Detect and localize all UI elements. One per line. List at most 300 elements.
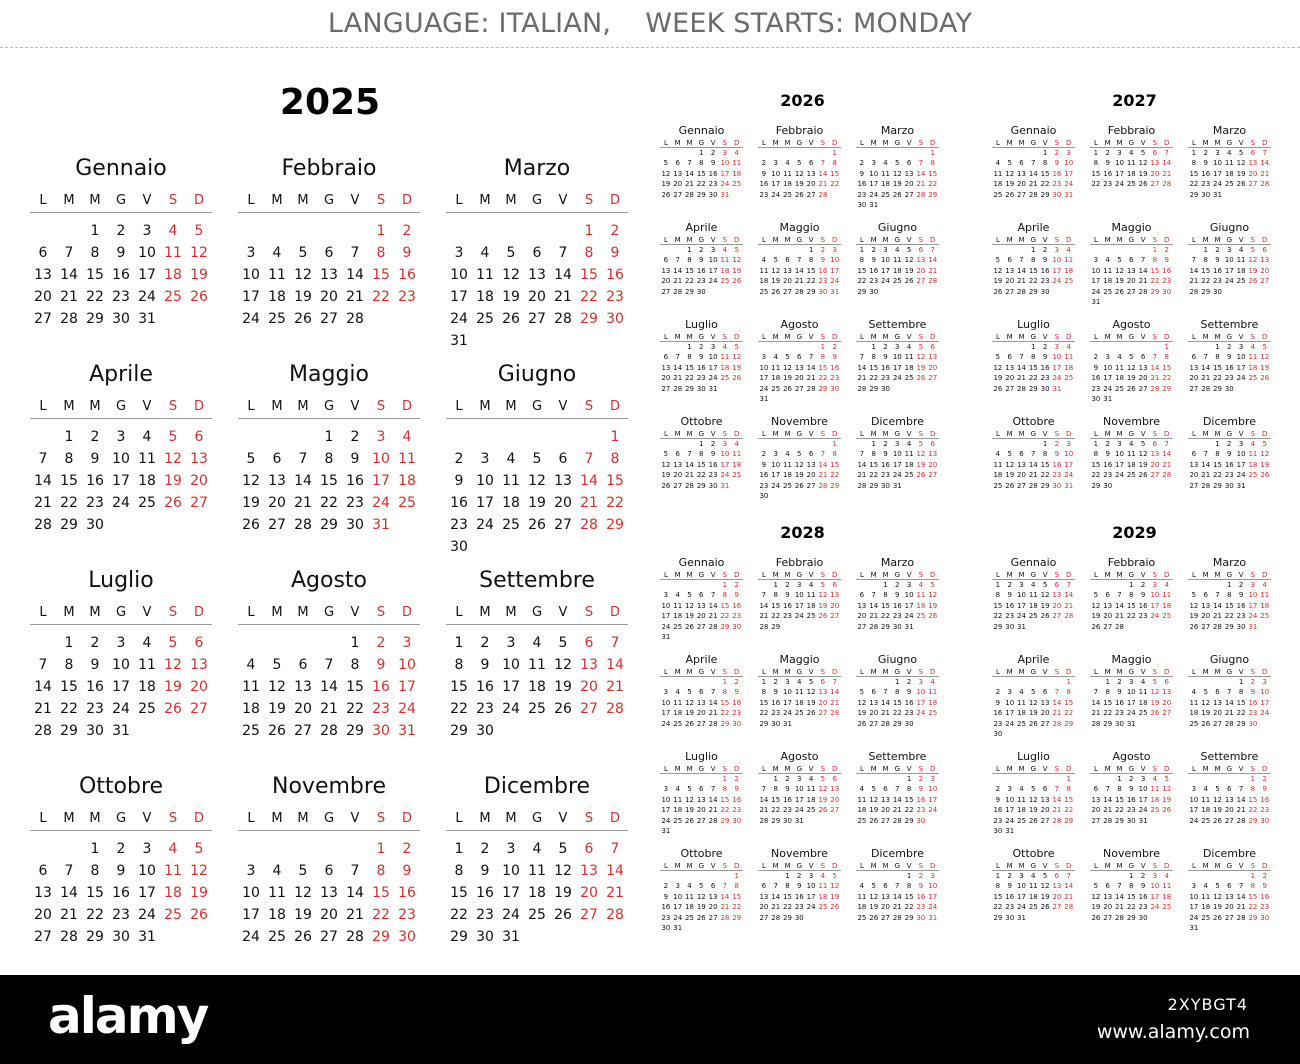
weekday-header: M — [1202, 333, 1209, 341]
day-cell: 8 — [64, 657, 74, 673]
weekday-header: V — [808, 236, 814, 244]
day-cell: 25 — [783, 481, 792, 490]
day-cell: 14 — [794, 266, 804, 275]
weekday-header: G — [894, 236, 900, 244]
weekday-header: L — [663, 668, 668, 676]
day-cell: 13 — [928, 450, 938, 459]
weekday-header: M — [1116, 571, 1123, 579]
day-cell: 24 — [1091, 287, 1101, 296]
day-cell: 9 — [480, 863, 490, 879]
day-cell: 26 — [1040, 612, 1050, 621]
day-cell: 31 — [1138, 816, 1148, 825]
day-cell: 1 — [722, 775, 728, 783]
day-cell: 24 — [708, 374, 718, 383]
day-cell: 8 — [1031, 256, 1036, 265]
day-cell: 28 — [606, 907, 624, 923]
day-cell: 1 — [687, 246, 692, 254]
day-cell: 3 — [246, 863, 256, 879]
day-cell: 28 — [1162, 180, 1172, 189]
month-novembre-2029 — [1090, 813, 1173, 922]
day-cell: 18 — [794, 698, 804, 707]
weekday-header: V — [1238, 668, 1244, 676]
day-cell: 20 — [268, 495, 286, 511]
weekday-header: V — [906, 862, 912, 870]
day-cell: 28 — [771, 913, 781, 922]
day-cell: 8 — [1042, 450, 1048, 459]
day-cell: 18 — [1017, 709, 1026, 718]
weekday-header: G — [115, 811, 127, 826]
weekday-header: G — [796, 571, 802, 579]
weekday-header: S — [722, 236, 728, 244]
day-cell: 26 — [1115, 287, 1124, 296]
day-cell: 24 — [708, 277, 718, 286]
day-cell: 3 — [883, 246, 888, 254]
month-name: Ottobre — [1012, 415, 1055, 428]
day-cell: 22 — [1091, 180, 1101, 189]
day-cell: 11 — [892, 256, 902, 265]
day-cell: 14 — [892, 892, 902, 901]
day-cell: 11 — [794, 688, 804, 697]
day-cell: 28 — [794, 287, 804, 296]
weekday-header: G — [1226, 765, 1232, 773]
day-cell: 28 — [708, 719, 718, 728]
weekday-header: L — [995, 333, 1000, 341]
weekday-header: V — [1238, 765, 1244, 773]
day-cell: 8 — [1164, 353, 1169, 362]
day-cell: 4 — [1238, 246, 1244, 254]
day-cell: 18 — [904, 363, 914, 372]
day-cell: 16 — [346, 473, 364, 489]
day-cell: 7 — [1019, 256, 1024, 265]
day-cell: 3 — [506, 635, 516, 651]
day-cell: 7 — [1140, 256, 1146, 265]
weekday-header: G — [894, 139, 900, 147]
day-cell: 18 — [268, 907, 286, 923]
day-cell: 7 — [1203, 353, 1208, 362]
day-cell: 7 — [773, 882, 778, 891]
day-cell: 20 — [696, 709, 706, 718]
day-cell: 16 — [476, 885, 494, 901]
weekday-header: L — [1093, 139, 1098, 147]
weekday-header: M — [63, 399, 75, 414]
day-cell: 26 — [732, 374, 742, 383]
weekday-header: L — [761, 571, 766, 579]
day-cell: 2 — [402, 223, 412, 239]
day-cell: 13 — [34, 885, 52, 901]
day-cell: 6 — [1019, 450, 1024, 459]
day-cell: 8 — [773, 785, 778, 794]
day-cell: 30 — [1040, 287, 1050, 296]
day-cell: 25 — [1162, 903, 1172, 912]
day-cell: 20 — [580, 679, 598, 695]
day-cell: 31 — [892, 481, 902, 490]
weekday-header: G — [796, 333, 802, 341]
day-cell: 2 — [454, 451, 464, 467]
weekday-header: M — [772, 139, 779, 147]
day-cell: 15 — [881, 601, 890, 610]
day-cell: 14 — [759, 795, 769, 804]
month-gennaio-2027 — [992, 90, 1075, 199]
day-cell: 6 — [1250, 149, 1256, 157]
day-cell: 8 — [376, 863, 386, 879]
weekday-header: L — [1191, 571, 1196, 579]
day-cell: 22 — [771, 806, 781, 815]
month-gennaio-2025 — [30, 82, 212, 327]
day-cell: 15 — [783, 892, 792, 901]
day-cell: 6 — [883, 882, 888, 891]
day-cell: 1 — [64, 429, 74, 445]
weekday-header: L — [859, 236, 864, 244]
weekday-header: D — [930, 765, 936, 773]
day-cell: 23 — [1126, 806, 1136, 815]
day-cell: 14 — [580, 473, 598, 489]
month-aprile-2026 — [660, 187, 743, 296]
weekday-header: S — [1054, 430, 1060, 438]
day-cell: 28 — [1138, 287, 1148, 296]
day-cell: 3 — [402, 635, 412, 651]
day-cell: 30 — [916, 913, 926, 922]
day-cell: 7 — [1164, 149, 1169, 157]
day-cell: 3 — [1054, 246, 1060, 254]
day-cell: 26 — [685, 719, 694, 728]
day-cell: 20 — [818, 698, 828, 707]
day-cell: 17 — [673, 903, 683, 912]
day-cell: 22 — [830, 471, 840, 480]
day-cell: 14 — [830, 688, 840, 697]
day-cell: 30 — [86, 517, 104, 533]
day-cell: 14 — [708, 698, 718, 707]
day-cell: 15 — [86, 267, 104, 283]
day-cell: 9 — [1042, 353, 1048, 362]
month-name: Maggio — [1111, 653, 1152, 666]
day-cell: 19 — [1236, 169, 1246, 178]
day-cell: 28 — [892, 913, 902, 922]
weekday-header: M — [772, 862, 779, 870]
day-cell: 3 — [1093, 256, 1099, 265]
day-cell: 28 — [60, 929, 78, 945]
weekday-header: M — [1018, 862, 1025, 870]
day-cell: 27 — [580, 701, 598, 717]
month-novembre-2026 — [758, 381, 841, 500]
day-cell: 1 — [808, 246, 814, 254]
day-cell: 28 — [1236, 913, 1246, 922]
day-cell: 9 — [454, 473, 464, 489]
day-cell: 17 — [916, 698, 926, 707]
weekday-header: V — [1042, 668, 1048, 676]
weekday-header: M — [505, 811, 517, 826]
weekday-header: V — [808, 430, 814, 438]
day-cell: 5 — [1007, 159, 1012, 168]
day-cell: 13 — [673, 460, 683, 469]
day-cell: 8 — [906, 882, 912, 891]
weekday-header: M — [1018, 571, 1025, 579]
day-cell: 2 — [832, 343, 837, 351]
day-cell: 18 — [398, 473, 416, 489]
day-cell: 3 — [663, 688, 669, 697]
day-cell: 22 — [759, 709, 769, 718]
day-cell: 29 — [869, 481, 879, 490]
day-cell: 12 — [554, 657, 572, 673]
day-cell: 30 — [732, 622, 742, 631]
weekday-header: M — [870, 862, 877, 870]
day-cell: 19 — [783, 374, 792, 383]
month-giugno-2029 — [1188, 619, 1271, 728]
weekday-header: S — [584, 811, 594, 826]
day-cell: 12 — [1028, 698, 1038, 707]
day-cell: 21 — [1162, 460, 1172, 469]
weekday-header: L — [859, 139, 864, 147]
day-cell: 7 — [1203, 450, 1208, 459]
day-cell: 11 — [1248, 450, 1258, 459]
day-cell: 28 — [346, 311, 364, 327]
day-cell: 3 — [1019, 872, 1024, 880]
day-cell: 15 — [1126, 892, 1136, 901]
day-cell: 2 — [761, 159, 767, 168]
day-cell: 23 — [1040, 374, 1050, 383]
day-cell: 31 — [708, 384, 718, 393]
weekday-header: V — [808, 333, 814, 341]
day-cell: 27 — [1005, 287, 1015, 296]
month-name: Aprile — [1017, 221, 1050, 234]
day-cell: 18 — [1201, 806, 1211, 815]
year-calendar-2026 — [660, 90, 945, 538]
day-cell: 12 — [993, 363, 1003, 372]
month-dicembre-2028 — [856, 813, 939, 922]
day-cell: 30 — [696, 384, 706, 393]
month-novembre-2027 — [1090, 381, 1173, 490]
day-cell: 4 — [675, 688, 680, 697]
day-cell: 10 — [881, 256, 890, 265]
weekday-header: G — [698, 333, 704, 341]
day-cell: 25 — [268, 311, 286, 327]
day-cell: 11 — [1028, 882, 1038, 891]
weekday-header: G — [698, 765, 704, 773]
day-cell: 9 — [710, 450, 716, 459]
weekday-header: G — [1128, 765, 1134, 773]
month-name: Maggio — [779, 221, 820, 234]
day-cell: 20 — [830, 601, 840, 610]
day-cell: 17 — [1138, 795, 1148, 804]
weekday-header: D — [832, 668, 838, 676]
day-cell: 5 — [168, 429, 178, 445]
weekday-header: V — [906, 430, 912, 438]
day-cell: 9 — [1129, 785, 1134, 794]
weekday-header: S — [1054, 765, 1060, 773]
weekday-header: L — [859, 430, 864, 438]
footer-bar — [0, 975, 1300, 1064]
day-cell: 19 — [869, 903, 879, 912]
day-cell: 15 — [857, 266, 867, 275]
day-cell: 31 — [869, 201, 879, 209]
day-cell: 15 — [1040, 460, 1050, 469]
month-name: Agosto — [780, 750, 819, 763]
day-cell: 20 — [881, 806, 890, 815]
day-cell: 16 — [708, 460, 718, 469]
day-cell: 4 — [272, 245, 282, 261]
day-cell: 5 — [808, 678, 814, 686]
day-cell: 28 — [1115, 913, 1124, 922]
day-cell: 10 — [794, 591, 804, 600]
day-cell: 9 — [785, 591, 790, 600]
day-cell: 9 — [883, 450, 888, 459]
day-cell: 24 — [1189, 816, 1199, 825]
day-cell: 19 — [661, 180, 671, 189]
day-cell: 16 — [1040, 266, 1050, 275]
day-cell: 17 — [661, 612, 671, 621]
day-cell: 17 — [1052, 363, 1062, 372]
day-cell: 14 — [1162, 450, 1172, 459]
day-cell: 19 — [1213, 806, 1222, 815]
weekday-header: L — [39, 605, 47, 620]
day-cell: 29 — [818, 384, 828, 393]
day-cell: 18 — [528, 885, 546, 901]
weekday-header: D — [734, 139, 740, 147]
day-cell: 13 — [268, 473, 286, 489]
weekday-header: G — [1030, 430, 1036, 438]
day-cell: 5 — [995, 353, 1001, 362]
day-cell: 15 — [1115, 795, 1124, 804]
weekday-header: G — [1030, 765, 1036, 773]
day-cell: 7 — [1066, 872, 1071, 880]
weekday-header: S — [1054, 571, 1060, 579]
day-cell: 16 — [1052, 460, 1062, 469]
weekday-header: M — [479, 811, 491, 826]
day-cell: 24 — [502, 701, 520, 717]
day-cell: 9 — [1262, 882, 1267, 891]
day-cell: 19 — [164, 679, 182, 695]
day-cell: 2 — [699, 343, 704, 351]
day-cell: 11 — [1126, 450, 1136, 459]
day-cell: 24 — [1248, 612, 1258, 621]
day-cell: 21 — [554, 289, 572, 305]
weekday-header: D — [734, 668, 740, 676]
day-cell: 9 — [1227, 450, 1232, 459]
day-cell: 19 — [818, 601, 828, 610]
day-cell: 12 — [806, 688, 816, 697]
day-cell: 1 — [859, 246, 865, 254]
day-cell: 11 — [673, 601, 683, 610]
day-cell: 27 — [1052, 903, 1062, 912]
day-cell: 22 — [1028, 374, 1038, 383]
day-cell: 27 — [869, 719, 879, 728]
weekday-header: D — [1066, 765, 1072, 773]
day-cell: 18 — [1248, 460, 1258, 469]
day-cell: 19 — [190, 885, 208, 901]
day-cell: 29 — [1162, 384, 1172, 393]
day-cell: 12 — [696, 892, 706, 901]
weekday-header: M — [1018, 139, 1025, 147]
day-cell: 27 — [554, 517, 572, 533]
day-cell: 17 — [830, 266, 840, 275]
day-cell: 26 — [993, 384, 1003, 393]
weekday-header: V — [906, 668, 912, 676]
day-cell: 21 — [1213, 612, 1222, 621]
day-cell: 29 — [1150, 287, 1160, 296]
day-cell: 15 — [993, 601, 1003, 610]
day-cell: 14 — [759, 601, 769, 610]
day-cell: 28 — [857, 481, 867, 490]
day-cell: 3 — [895, 440, 900, 448]
day-cell: 8 — [350, 657, 360, 673]
weekday-header: D — [609, 193, 620, 208]
weekday-header: M — [870, 668, 877, 676]
day-cell: 8 — [699, 450, 704, 459]
day-cell: 19 — [661, 471, 671, 480]
day-cell: 11 — [1248, 353, 1258, 362]
day-cell: 20 — [1052, 892, 1062, 901]
weekday-header: L — [1191, 430, 1196, 438]
day-cell: 5 — [895, 159, 900, 168]
day-cell: 19 — [1028, 709, 1038, 718]
day-cell: 19 — [794, 471, 804, 480]
day-cell: 20 — [673, 180, 683, 189]
day-cell: 12 — [1189, 601, 1199, 610]
day-cell: 10 — [794, 785, 804, 794]
day-cell: 5 — [298, 245, 308, 261]
day-cell: 15 — [1091, 460, 1101, 469]
weekday-header: G — [1226, 668, 1232, 676]
weekday-header: M — [870, 236, 877, 244]
day-cell: 21 — [830, 698, 840, 707]
month-name: Giugno — [497, 362, 577, 387]
day-cell: 24 — [1138, 806, 1148, 815]
day-cell: 3 — [142, 223, 152, 239]
month-name: Aprile — [1017, 653, 1050, 666]
day-cell: 1 — [699, 440, 704, 448]
weekday-header: G — [115, 193, 127, 208]
day-cell: 14 — [673, 363, 683, 372]
day-cell: 30 — [86, 723, 104, 739]
day-cell: 25 — [1189, 719, 1199, 728]
day-cell: 17 — [1115, 460, 1124, 469]
day-cell: 15 — [1213, 460, 1222, 469]
day-cell: 25 — [1017, 719, 1026, 728]
weekday-header: D — [734, 236, 740, 244]
day-cell: 13 — [580, 657, 598, 673]
weekday-header: G — [698, 571, 704, 579]
day-cell: 4 — [1203, 882, 1208, 891]
day-cell: 31 — [673, 924, 683, 932]
day-cell: 24 — [794, 612, 804, 621]
day-cell: 9 — [610, 245, 620, 261]
day-cell: 14 — [806, 363, 816, 372]
weekday-header: D — [832, 862, 838, 870]
day-cell: 29 — [1091, 481, 1101, 490]
day-cell: 8 — [687, 353, 692, 362]
day-cell: 26 — [794, 481, 804, 490]
month-name: Gennaio — [75, 156, 167, 181]
month-name: Marzo — [1212, 556, 1247, 569]
day-cell: 21 — [1091, 709, 1101, 718]
day-cell: 15 — [696, 460, 706, 469]
day-cell: 11 — [857, 892, 867, 901]
day-cell: 1 — [995, 581, 1001, 589]
day-cell: 27 — [1052, 612, 1062, 621]
day-cell: 10 — [720, 159, 730, 168]
day-cell: 21 — [1150, 374, 1160, 383]
month-name: Marzo — [880, 556, 915, 569]
day-cell: 21 — [1201, 471, 1211, 480]
day-cell: 1 — [1191, 149, 1197, 157]
day-cell: 17 — [892, 460, 902, 469]
month-name: Ottobre — [1012, 847, 1055, 860]
day-cell: 15 — [1236, 698, 1246, 707]
day-cell: 23 — [892, 612, 902, 621]
day-cell: 7 — [298, 451, 308, 467]
weekday-header: G — [323, 605, 335, 620]
day-cell: 27 — [857, 622, 867, 631]
weekday-header: S — [584, 399, 594, 414]
